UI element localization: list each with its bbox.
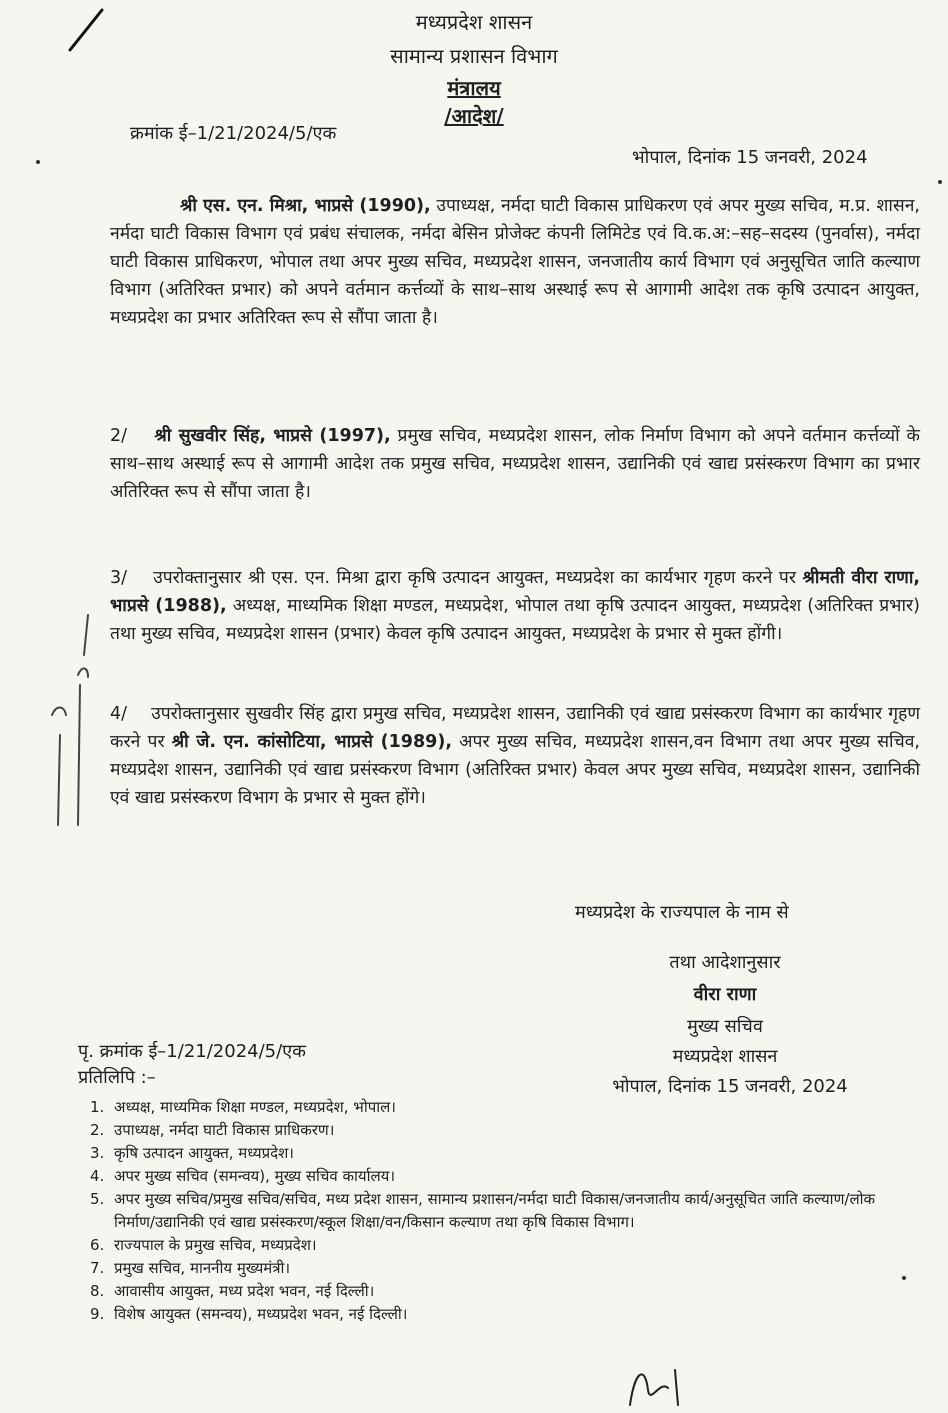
list-item <box>90 1142 890 1165</box>
paragraph-4 <box>110 700 920 812</box>
officer-name-veera-rana: श्रीमती वीरा राणा, भाप्रसे (1988), <box>110 568 921 616</box>
list-item-number: 3. <box>90 1144 105 1162</box>
list-item-text: राज्यपाल के प्रमुख सचिव, मध्यप्रदेश। <box>114 1236 317 1254</box>
initials-signature-icon <box>620 1360 700 1410</box>
paragraph-3-text-b: अध्यक्ष, माध्यमिक शिक्षा मण्डल, मध्यप्रदेश, भोपाल तथा कृषि उत्पादन आयुक्त, मध्यप्रदेश (अतिरिक्त प्रभार) तथा मुख्य सचिव, मध्यप्रदेश शासन (प्रभार) केवल कृषि उत्पादन आयुक्त, मध्यप्रदेश के प्रभार से मुक्त होंगी। <box>110 596 920 644</box>
officer-name-kansotia: श्री जे. एन. कांसोटिया, भाप्रसे (1989), <box>171 732 452 752</box>
paragraph-1-text: उपाध्यक्ष, नर्मदा घाटी विकास प्राधिकरण एवं अपर मुख्य सचिव, म.प्र. शासन, नर्मदा घाटी विकास विभाग एवं प्रबंध संचालक, नर्मदा बेसिन प्रोजेक्ट कंपनी लिमिटेड एवं वि.क.अ:–सह–सदस्य (पुनर्वास), नर्मदा घाटी विकास प्राधिकरण, भोपाल तथा अपर मुख्य सचिव, मध्यप्रदेश शासन, जनजातीय कार्य विभाग एवं अनुसूचित जाति कल्याण विभाग (अतिरिक्त प्रभार) को अपने वर्तमान कर्त्तव्यों के साथ–साथ अस्थाई रूप से आगामी आदेश तक कृषि उत्पादन आयुक्त, मध्यप्रदेश का प्रभार अतिरिक्त रूप से सौंपा जाता है। <box>110 196 920 328</box>
list-item-text: अपर मुख्य सचिव (समन्वय), मुख्य सचिव कार्यालय। <box>114 1167 396 1185</box>
paragraph-1 <box>110 192 920 332</box>
list-item-text: कृषि उत्पादन आयुक्त, मध्यप्रदेश। <box>114 1144 294 1162</box>
officer-name-mishra: श्री एस. एन. मिश्रा, भाप्रसे (1990), <box>180 196 431 216</box>
paragraph-3-number: 3/ <box>110 568 128 588</box>
list-item-text: अध्यक्ष, माध्यमिक शिक्षा मण्डल, मध्यप्रदेश, भोपाल। <box>114 1098 396 1116</box>
officer-name-sukhveer: श्री सुखवीर सिंह, भाप्रसे (1997), <box>154 426 391 446</box>
list-item-number: 7. <box>90 1259 105 1277</box>
endorsement-order-number: पृ. क्रमांक ई–1/21/2024/5/एक <box>78 1041 306 1062</box>
header-order-title: /आदेश/ <box>444 104 504 128</box>
scan-speck <box>902 1276 906 1280</box>
list-item <box>90 1280 890 1303</box>
paragraph-3-text-a: उपरोक्तानुसार श्री एस. एन. मिश्रा द्वारा कृषि उत्पादन आयुक्त, मध्यप्रदेश का कार्यभार गृहण करने पर <box>153 568 803 588</box>
signatory-designation: मुख्य सचिव <box>687 1016 763 1037</box>
list-item-number: 1. <box>90 1098 105 1116</box>
header-secretariat: मंत्रालय <box>447 76 501 100</box>
list-item-number: 6. <box>90 1236 105 1254</box>
receipt-handwritten-note <box>38 595 98 835</box>
list-item-number: 9. <box>90 1305 105 1323</box>
list-item-text: अपर मुख्य सचिव/प्रमुख सचिव/सचिव, मध्य प्रदेश शासन, सामान्य प्रशासन/नर्मदा घाटी विकास/जनजातीय कार्य/अनुसूचित जाति कल्याण/लोक निर्माण/उद्यानिकी एवं खाद्य प्रसंस्करण/स्कूल शिक्षा/वन/किसान कल्याण तथा कृषि विकास विभाग। <box>114 1190 876 1231</box>
signatory-name: वीरा राणा <box>693 984 757 1005</box>
list-item-number: 5. <box>90 1190 105 1208</box>
list-item <box>90 1188 890 1234</box>
paragraph-4-text-b: अपर मुख्य सचिव, मध्यप्रदेश शासन,वन विभाग तथा अपर मुख्य सचिव, मध्यप्रदेश शासन, उद्यानिकी एवं खाद्य प्रसंस्करण विभाग (अतिरिक्त प्रभार) केवल अपर मुख्य सचिव, मध्यप्रदेश शासन, उद्यानिकी एवं खाद्य प्रसंस्करण विभाग के प्रभार से मुक्त होंगे। <box>110 732 920 808</box>
list-item-text: आवासीय आयुक्त, मध्य प्रदेश भवन, नई दिल्ली। <box>114 1282 375 1300</box>
signatory-office: मध्यप्रदेश शासन <box>672 1046 778 1067</box>
list-item-number: 8. <box>90 1282 105 1300</box>
paragraph-2 <box>110 422 920 506</box>
paragraph-2-text: प्रमुख सचिव, मध्यप्रदेश शासन, लोक निर्माण विभाग को अपने वर्तमान कर्त्तव्यों के साथ–साथ अस्थाई रूप से आगामी आदेश तक प्रमुख सचिव, मध्यप्रदेश शासन, उद्यानिकी एवं खाद्य प्रसंस्करण विभाग का प्रभार अतिरिक्त रूप से सौंपा जाता है। <box>110 426 920 502</box>
list-item-text: प्रमुख सचिव, माननीय मुख्यमंत्री। <box>114 1259 291 1277</box>
paragraph-4-number: 4/ <box>110 704 128 724</box>
list-item <box>90 1234 890 1257</box>
signature-order-line: तथा आदेशानुसार <box>669 952 781 973</box>
paragraph-2-number: 2/ <box>110 426 128 446</box>
list-item-number: 2. <box>90 1121 105 1139</box>
header-state: मध्यप्रदेश शासन <box>415 10 533 34</box>
list-item-text: विशेष आयुक्त (समन्वय), मध्यप्रदेश भवन, नई दिल्ली। <box>114 1305 408 1323</box>
list-item <box>90 1096 890 1119</box>
copy-recipient-list <box>90 1096 890 1326</box>
paragraph-3 <box>110 564 920 648</box>
list-item <box>90 1303 890 1326</box>
order-number: क्रमांक ई–1/21/2024/5/एक <box>130 123 337 144</box>
scan-speck <box>938 180 942 184</box>
signature-place-date: भोपाल, दिनांक 15 जनवरी, 2024 <box>612 1076 848 1097</box>
list-item-text: उपाध्यक्ष, नर्मदा घाटी विकास प्राधिकरण। <box>114 1121 335 1139</box>
scan-speck <box>36 160 40 164</box>
list-item <box>90 1257 890 1280</box>
list-item-number: 4. <box>90 1167 105 1185</box>
list-item <box>90 1165 890 1188</box>
signature-authority-line: मध्यप्रदेश के राज्यपाल के नाम से <box>575 902 789 923</box>
order-place-date: भोपाल, दिनांक 15 जनवरी, 2024 <box>632 147 868 168</box>
header-department: सामान्य प्रशासन विभाग <box>390 44 558 68</box>
list-item <box>90 1119 890 1142</box>
paragraph-4-text-a: उपरोक्तानुसार सुखवीर सिंह द्वारा प्रमुख सचिव, मध्यप्रदेश शासन, उद्यानिकी एवं खाद्य प्रसंस्करण विभाग का कार्यभार गृहण करने पर <box>110 704 920 752</box>
copy-to-label: प्रतिलिपि :– <box>78 1067 156 1088</box>
